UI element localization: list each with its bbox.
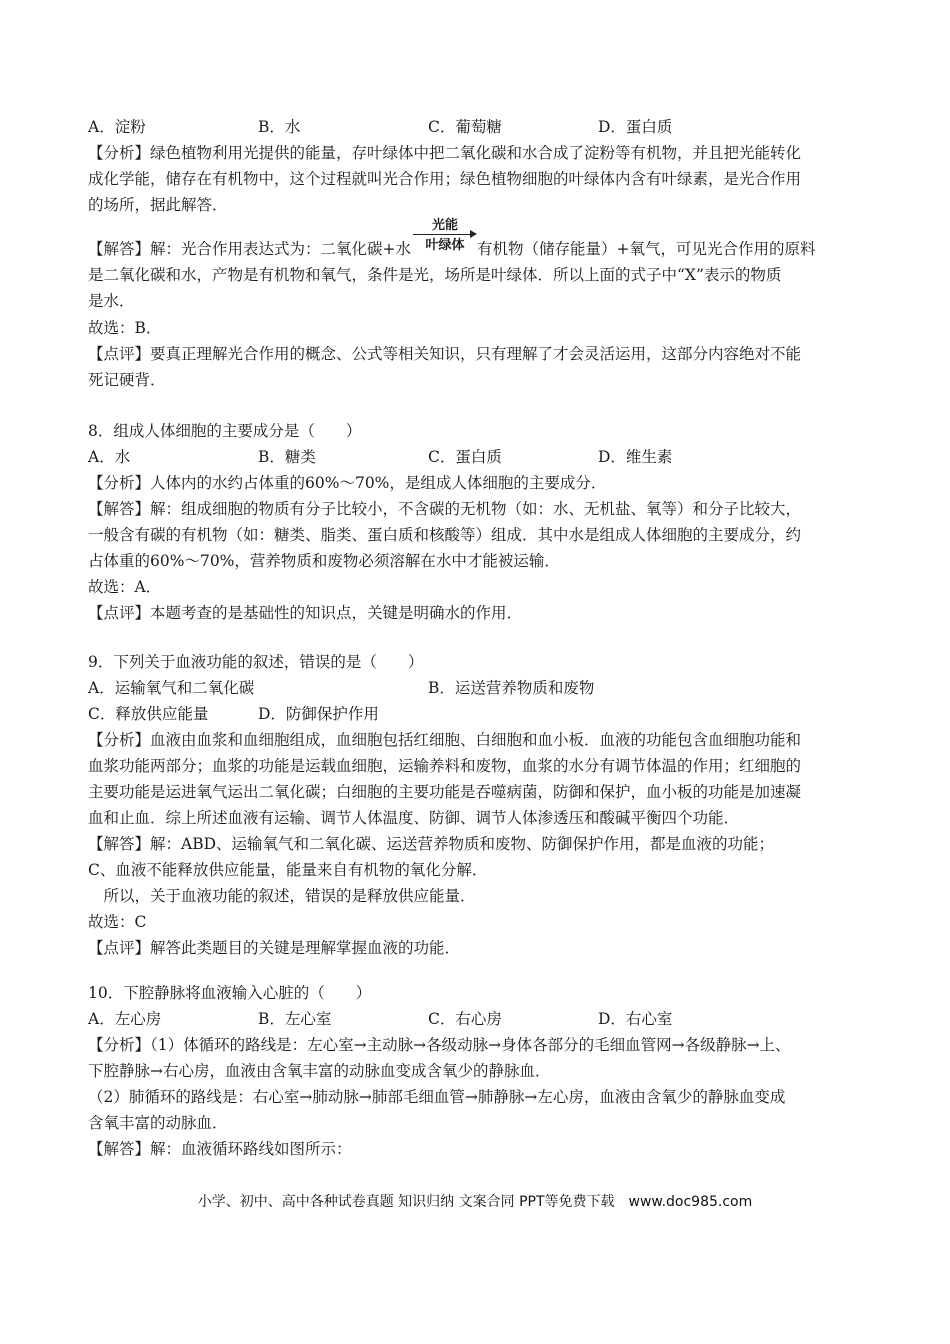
q10-option-c: C．右心房 [428,1010,502,1028]
q8-question: 8．组成人体细胞的主要成分是（ ） [88,422,362,440]
q10-options [88,1009,868,1029]
q8-options [88,447,868,467]
q7-option-c: C．葡萄糖 [428,118,502,136]
q7-answer-before: 【解答】解：光合作用表达式为：二氧化碳+水 [88,240,411,258]
q9-answer-line-3: 所以，关于血液功能的叙述，错误的是释放供应能量． [88,887,476,905]
q8-comment: 【点评】本题考查的是基础性的知识点，关键是明确水的作用． [88,604,523,622]
q10-option-b: B．左心室 [258,1010,332,1028]
q8-choice: 故选：A． [88,578,162,596]
q8-answer-line-3: 占体重的60%～70%，营养物质和废物必须溶解在水中才能被运输． [88,552,560,570]
q7-option-d: D．蛋白质 [598,118,673,136]
q9-options-row-2 [88,704,868,724]
q9-answer-line-2: C、血液不能释放供应能量，能量来自有机物的氧化分解． [88,861,488,879]
q7-answer-after: 有机物（储存能量）+氧气，可见光合作用的原料 [477,240,816,258]
q9-option-c: C．释放供应能量 [88,705,209,723]
q9-choice: 故选：C [88,913,147,931]
q7-comment-line-2: 死记硬背． [88,371,166,389]
q9-option-b: B．运送营养物质和废物 [428,679,595,697]
q9-analysis-line-1: 【分析】血液由血浆和血细胞组成，血细胞包括红细胞、白细胞和血小板．血液的功能包含血细胞功能和 [88,731,802,749]
q9-analysis-line-4: 血和止血．综上所述血液有运输、调节人体温度、防御、调节人体渗透压和酸碱平衡四个功能． [88,809,740,827]
q9-options-row-1 [88,678,868,698]
q9-analysis-line-2: 血浆功能两部分；血浆的功能是运载血细胞，运输养料和废物，血浆的水分有调节体温的作用；红细胞的 [88,757,802,775]
q10-analysis-line-1: 【分析】（1）体循环的路线是：左心室→主动脉→各级动脉→身体各部分的毛细血管网→各级静脉→上、 [88,1036,791,1054]
q9-comment: 【点评】解答此类题目的关键是理解掌握血液的功能． [88,939,461,957]
q10-analysis-line-2: 下腔静脉→右心房，血液由含氧丰富的动脉血变成含氧少的静脉血． [88,1062,551,1080]
q8-option-b: B．糖类 [258,448,316,466]
q7-options [88,117,868,137]
q8-answer-line-1: 【解答】解：组成细胞的物质有分子比较小，不含碳的无机物（如：水、无机盐、氧等）和分子比较大， [88,500,802,518]
q10-option-a: A．左心房 [88,1010,162,1028]
q9-answer-line-1: 【解答】解：ABD、运输氧气和二氧化碳、运送营养物质和废物、防御保护作用，都是血液的功能； [88,835,775,853]
q7-choice: 故选：B． [88,319,162,337]
q9-analysis-line-3: 主要功能是运进氧气运出二氧化碳；白细胞的主要功能是吞噬病菌，防御和保护，血小板的功能是加速凝 [88,783,802,801]
q9-question: 9．下列关于血液功能的叙述，错误的是（ ） [88,653,424,671]
q9-option-d: D．防御保护作用 [258,705,379,723]
q7-analysis-line-2: 成化学能，储存在有机物中，这个过程就叫光合作用；绿色植物细胞的叶绿体内含有叶绿素，是光合作用 [88,170,802,188]
q7-analysis-line-1: 【分析】绿色植物利用光提供的能量，存叶绿体中把二氧化碳和水合成了淀粉等有机物，并且把光能转化 [88,144,802,162]
q7-option-b: B．水 [258,118,301,136]
q7-analysis-line-3: 的场所，据此解答． [88,196,228,214]
q10-option-d: D．右心室 [598,1010,673,1028]
q10-analysis-line-4: 含氧丰富的动脉血． [88,1114,228,1132]
arrow-shaft [413,234,475,235]
reaction-arrow [411,218,477,260]
q8-option-d: D．维生素 [598,448,673,466]
arrow-label-top: 光能 [431,218,458,233]
q9-option-a: A．运输氧气和二氧化碳 [88,679,255,697]
q8-option-a: A．水 [88,448,131,466]
q7-answer-line-3: 是水． [88,292,135,310]
q10-question: 10．下腔静脉将血液输入心脏的（ ） [88,984,372,1002]
q10-analysis-line-3: （2）肺循环的路线是：右心室→肺动脉→肺部毛细血管→肺静脉→左心房，血液由含氧少的静脉血变成 [88,1088,786,1106]
q7-answer-line-2: 是二氧化碳和水，产物是有机物和氧气，条件是光，场所是叶绿体．所以上面的式子中“X”表示的物质 [88,266,782,284]
q7-answer-line-1 [88,218,868,260]
arrow-label-bottom: 叶绿体 [425,238,465,253]
q8-option-c: C．蛋白质 [428,448,502,466]
q10-answer: 【解答】解：血液循环路线如图所示： [88,1140,352,1158]
q8-answer-line-2: 一般含有碳的有机物（如：糖类、脂类、蛋白质和核酸等）组成．其中水是组成人体细胞的主要成分，约 [88,526,802,544]
q7-comment-line-1: 【点评】要真正理解光合作用的概念、公式等相关知识，只有理解了才会灵活运用，这部分内容绝对不能 [88,345,802,363]
page-footer: 小学、初中、高中各种试卷真题 知识归纳 文案合同 PPT等免费下载 www.doc985.com [197,1194,753,1210]
q8-analysis: 【分析】人体内的水约占体重的60%～70%，是组成人体细胞的主要成分． [88,474,607,492]
q7-option-a: A．淀粉 [88,118,146,136]
